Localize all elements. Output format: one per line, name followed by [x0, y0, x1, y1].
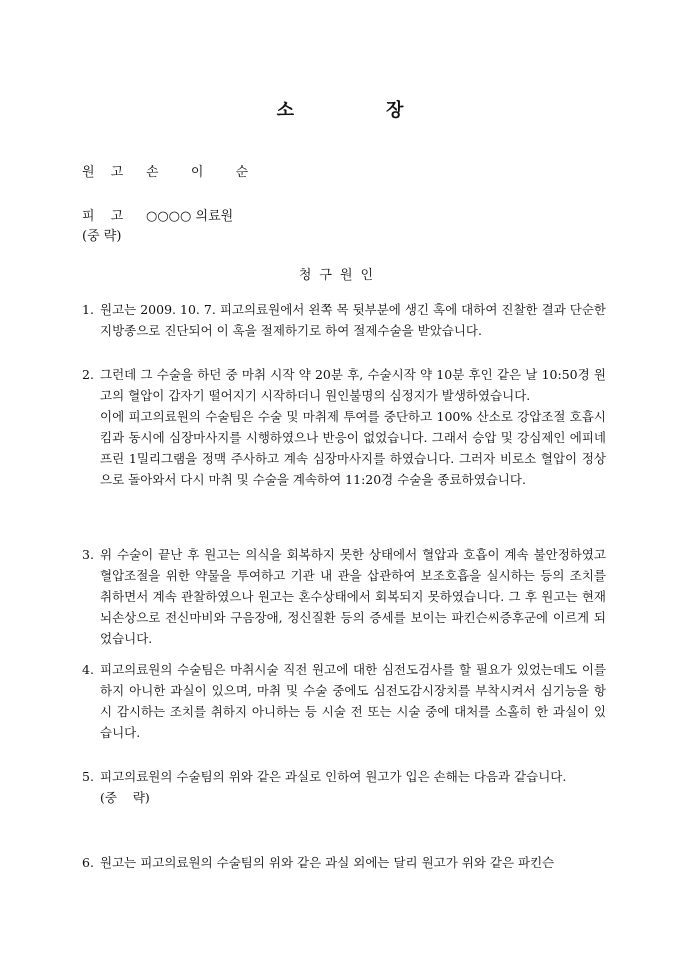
item-paragraph: 위 수술이 끝난 후 원고는 의식을 회복하지 못한 상태에서 혈압과 호흡이 계속 불안정하였고 혈압조절을 위한 약물을 투여하고 기관 내 관을 삽관하여 보조호흡을 실시하는 등의 조치를 취하면서 계속 관찰하였으나 원고는 혼수상태에서 회복되지 못하였습니다. 그 후 원고는 현재 뇌손상으로 전신마비와 구음장애, 정신질환 등의 증세를 보이는 파킨슨씨증후군에 이르게 되었습니다.: [100, 547, 606, 646]
section-title: 청구원인: [298, 268, 382, 283]
claim-item-2: [82, 364, 606, 490]
item-number: 3.: [82, 547, 94, 562]
document-title: [0, 96, 680, 122]
claim-item-4: [82, 659, 606, 743]
item-paragraph: 원고는 2009. 10. 7. 피고의료원에서 왼쪽 목 뒷부분에 생긴 혹에 대하여 진찰한 결과 단순한 지방종으로 진단되어 이 혹을 절제하기로 하여 절제수술을 받았습니다.: [100, 302, 606, 338]
title-char-right: 장: [386, 100, 404, 121]
item-number: 6.: [82, 855, 94, 870]
plaintiff-name: 손 이 순: [146, 165, 257, 180]
claim-item-1: [82, 299, 606, 341]
item-number: 5.: [82, 769, 94, 784]
omission-note: (중 략): [100, 790, 150, 805]
item-paragraph: 피고의료원의 수술팀은 마취시술 직전 원고에 대한 심전도검사를 할 필요가 있었는데도 이를 하지 아니한 과실이 있으며, 마취 및 수술 중에도 심전도감시장치를 부착시켜서 심기능을 항시 감시하는 조치를 취하지 아니하는 등 시술 전 또는 시술 중에 대처를 소홀히 한 과실이 있습니다.: [100, 662, 606, 740]
item-paragraph: 그런데 그 수술을 하던 중 마취 시작 약 20분 후, 수술시작 약 10분 후인 같은 날 10:50경 원고의 혈압이 갑자기 떨어지기 시작하더니 원인불명의 심정지가 발생하였습니다.: [100, 367, 606, 403]
defendant-name: ○○○○ 의료원: [146, 209, 234, 224]
item-paragraph: 원고는 피고의료원의 수술팀의 위와 같은 과실 외에는 달리 원고가 위와 같은 파킨슨: [100, 855, 555, 870]
title-char-left: 소: [276, 100, 294, 121]
plaintiff-role: 원 고: [82, 165, 130, 180]
item-paragraph: 피고의료원의 수술팀의 위와 같은 과실로 인하여 원고가 입은 손해는 다음과 같습니다.: [100, 769, 567, 784]
omission-note: (중 략): [82, 229, 122, 244]
item-number: 2.: [82, 367, 94, 382]
claim-item-6: [82, 852, 606, 873]
item-number: 4.: [82, 662, 94, 677]
plaintiff-line: [82, 161, 256, 180]
claim-item-5: [82, 766, 606, 808]
item-paragraph: 이에 피고의료원의 수술팀은 수술 및 마취제 투여를 중단하고 100% 산소로 강압조절 호흡시킴과 동시에 심장마사지를 시행하였으나 반응이 없었습니다. 그래서 승압 및 강심제인 에피네프린 1밀리그램을 정맥 주사하고 계속 심장마사지를 하였습니다. 그러자 비로소 혈압이 정상으로 돌아와서 다시 마취 및 수술을 계속하여 11:20경 수술을 종료하였습니다.: [100, 409, 606, 487]
defendant-line: [82, 205, 233, 224]
claim-item-3: [82, 544, 606, 649]
defendant-role: 피 고: [82, 209, 130, 224]
item-number: 1.: [82, 302, 94, 317]
